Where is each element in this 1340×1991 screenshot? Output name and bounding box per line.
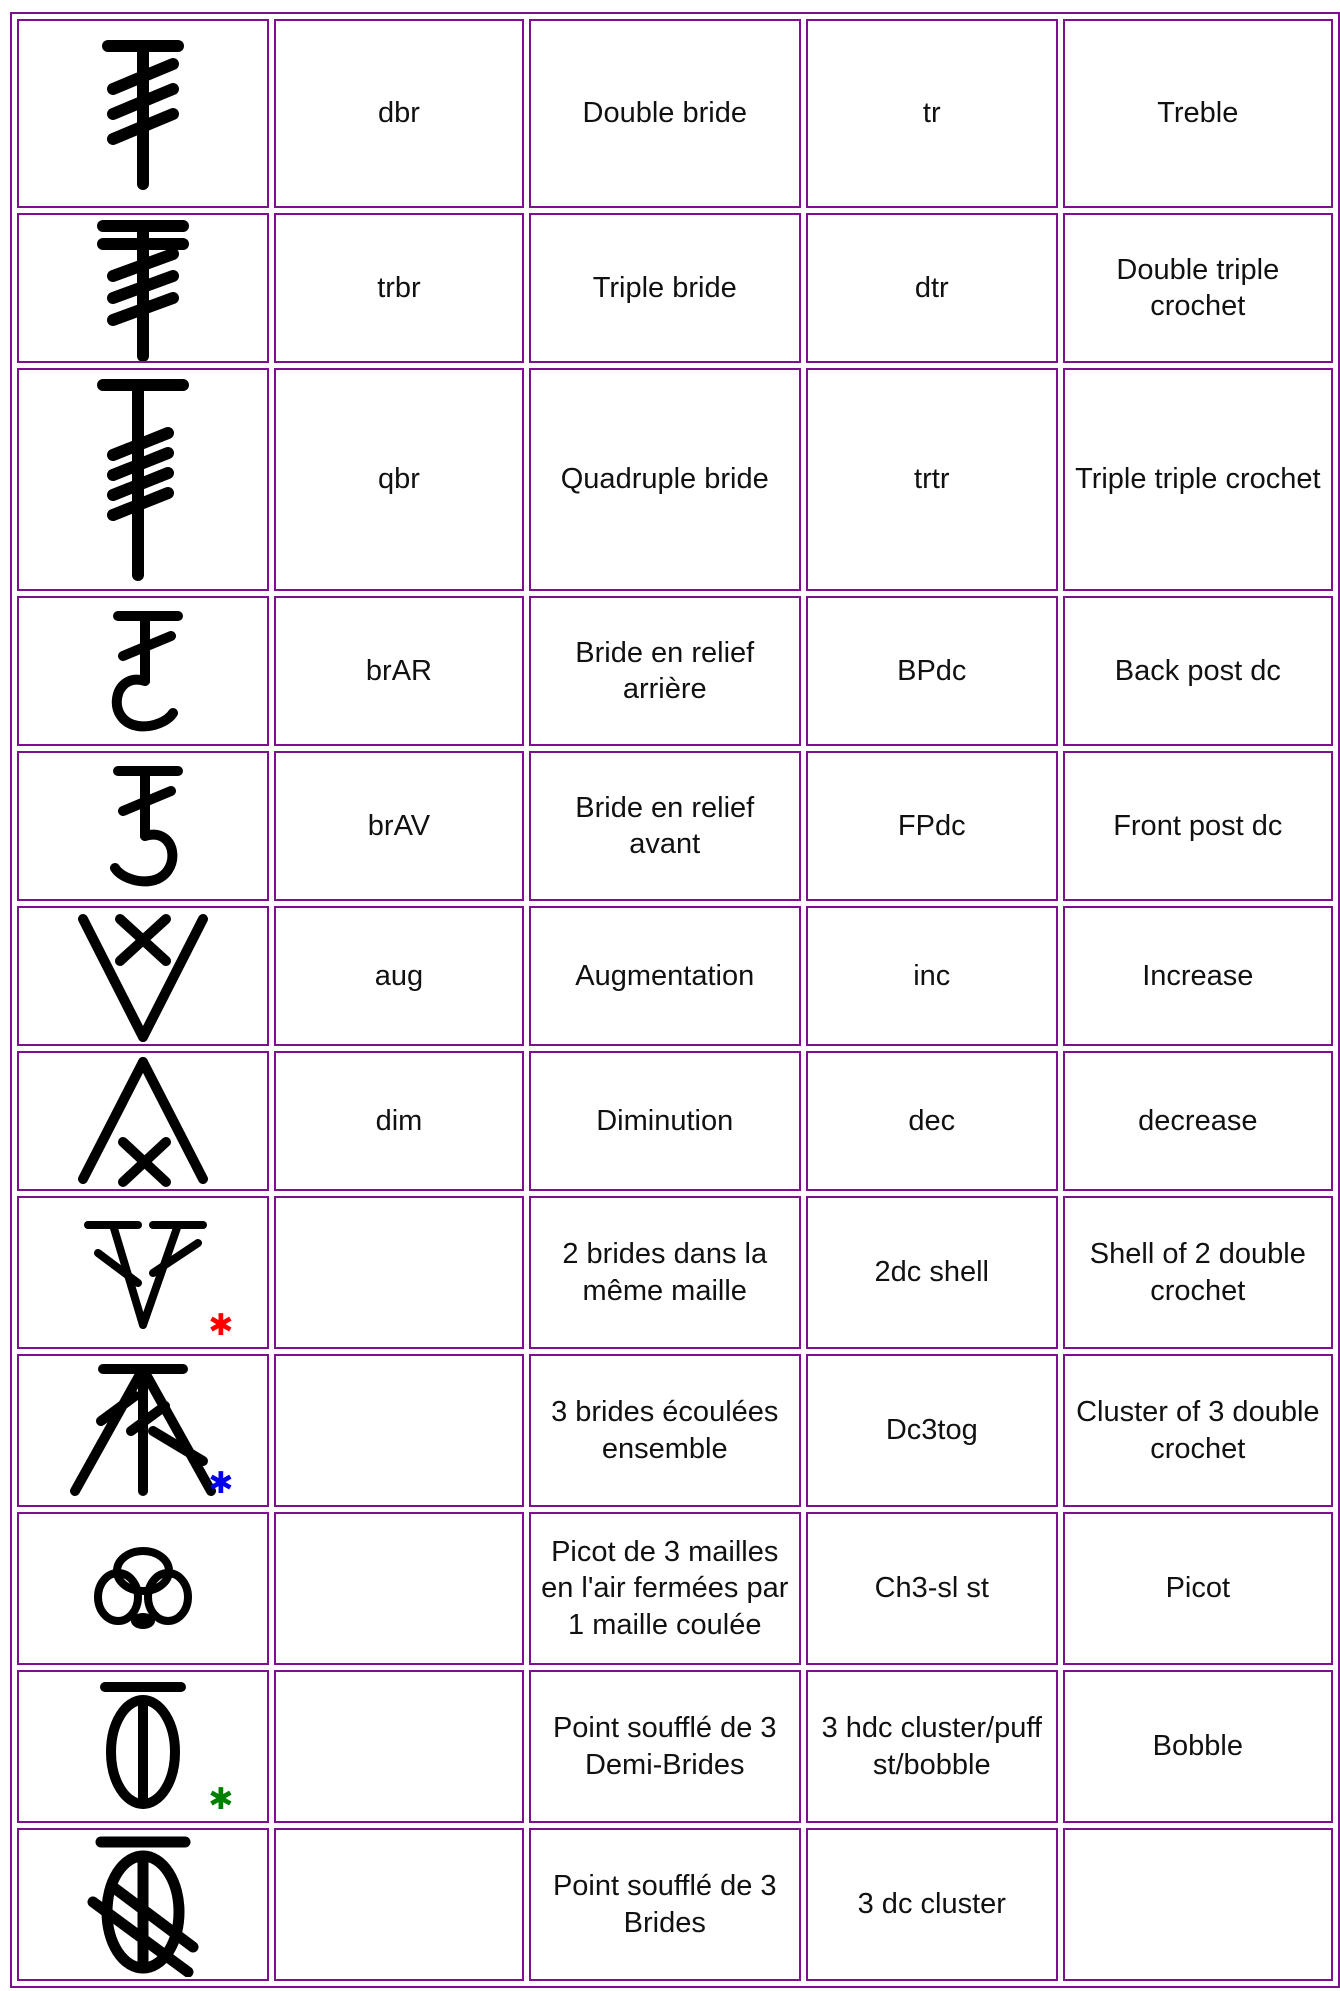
back-post-symbol-icon: [83, 601, 203, 741]
symbol-cell: [17, 1196, 269, 1349]
us-abbreviation: trtr: [806, 368, 1058, 591]
triple-triple-symbol-icon: [83, 375, 203, 585]
fr-abbreviation: [274, 1828, 523, 1981]
symbol-cell: [17, 19, 269, 208]
front-post-symbol-icon: [83, 756, 203, 896]
us-abbreviation: Ch3-sl st: [806, 1512, 1058, 1665]
fr-abbreviation: [274, 1196, 523, 1349]
fr-name: Point soufflé de 3 Demi-Brides: [529, 1670, 801, 1823]
us-name: decrease: [1063, 1051, 1333, 1191]
table-row: [17, 906, 1333, 1046]
fr-abbreviation: dim: [274, 1051, 523, 1191]
us-name: Increase: [1063, 906, 1333, 1046]
increase-symbol-icon: [68, 909, 218, 1044]
us-abbreviation: 3 hdc cluster/puff st/bobble: [806, 1670, 1058, 1823]
table-row: [17, 596, 1333, 746]
us-abbreviation: 2dc shell: [806, 1196, 1058, 1349]
cluster-symbol-icon: [63, 1361, 223, 1501]
symbol-cell: [17, 1828, 269, 1981]
us-name: Shell of 2 double crochet: [1063, 1196, 1333, 1349]
us-abbreviation: tr: [806, 19, 1058, 208]
bobble-symbol-icon: [83, 1677, 203, 1817]
us-abbreviation: dec: [806, 1051, 1058, 1191]
us-name: Triple triple crochet: [1063, 368, 1333, 591]
us-abbreviation: Dc3tog: [806, 1354, 1058, 1507]
fr-abbreviation: brAV: [274, 751, 523, 901]
fr-name: Point soufflé de 3 Brides: [529, 1828, 801, 1981]
symbol-cell: [17, 1512, 269, 1665]
us-name: [1063, 1828, 1333, 1981]
table-row: [17, 19, 1333, 208]
us-abbreviation: BPdc: [806, 596, 1058, 746]
crochet-symbol-table: [10, 12, 1340, 1988]
double-triple-symbol-icon: [83, 216, 203, 361]
symbol-cell: [17, 751, 269, 901]
table-row: [17, 1196, 1333, 1349]
fr-abbreviation: [274, 1670, 523, 1823]
shell-symbol-icon: [68, 1213, 218, 1333]
table-row: [17, 1051, 1333, 1191]
table-row: [17, 213, 1333, 363]
fr-abbreviation: [274, 1512, 523, 1665]
red-asterisk-icon: ✱: [208, 1308, 234, 1343]
us-name: Bobble: [1063, 1670, 1333, 1823]
symbol-cell: [17, 213, 269, 363]
fr-name: Double bride: [529, 19, 801, 208]
symbol-cell: [17, 596, 269, 746]
table-row: [17, 1354, 1333, 1507]
table-row: [17, 1670, 1333, 1823]
treble-symbol-icon: [83, 34, 203, 194]
symbol-cell: [17, 1670, 269, 1823]
us-name: Treble: [1063, 19, 1333, 208]
blue-asterisk-icon: ✱: [208, 1466, 234, 1501]
us-abbreviation: inc: [806, 906, 1058, 1046]
us-name: Back post dc: [1063, 596, 1333, 746]
us-name: Double triple crochet: [1063, 213, 1333, 363]
fr-name: Diminution: [529, 1051, 801, 1191]
table-row: [17, 1828, 1333, 1981]
fr-name: Augmentation: [529, 906, 801, 1046]
fr-name: Triple bride: [529, 213, 801, 363]
fr-abbreviation: dbr: [274, 19, 523, 208]
fr-name: 3 brides écoulées ensemble: [529, 1354, 801, 1507]
fr-abbreviation: brAR: [274, 596, 523, 746]
us-name: Cluster of 3 double crochet: [1063, 1354, 1333, 1507]
fr-abbreviation: [274, 1354, 523, 1507]
table-row: [17, 368, 1333, 591]
symbol-cell: [17, 1051, 269, 1191]
table-row: [17, 751, 1333, 901]
symbol-cell: [17, 906, 269, 1046]
fr-name: 2 brides dans la même maille: [529, 1196, 801, 1349]
fr-name: Quadruple bride: [529, 368, 801, 591]
picot-symbol-icon: [88, 1539, 198, 1639]
us-abbreviation: dtr: [806, 213, 1058, 363]
us-abbreviation: 3 dc cluster: [806, 1828, 1058, 1981]
table-row: [17, 1512, 1333, 1665]
symbol-cell: [17, 1354, 269, 1507]
green-asterisk-icon: ✱: [208, 1782, 234, 1817]
fr-name: Bride en relief avant: [529, 751, 801, 901]
fr-abbreviation: aug: [274, 906, 523, 1046]
us-abbreviation: FPdc: [806, 751, 1058, 901]
symbol-cell: [17, 368, 269, 591]
fr-abbreviation: trbr: [274, 213, 523, 363]
dc-cluster-symbol-icon: [73, 1832, 213, 1977]
us-name: Picot: [1063, 1512, 1333, 1665]
us-name: Front post dc: [1063, 751, 1333, 901]
fr-name: Bride en relief arrière: [529, 596, 801, 746]
fr-abbreviation: qbr: [274, 368, 523, 591]
fr-name: Picot de 3 mailles en l'air fermées par 1 maille coulée: [529, 1512, 801, 1665]
decrease-symbol-icon: [68, 1054, 218, 1189]
